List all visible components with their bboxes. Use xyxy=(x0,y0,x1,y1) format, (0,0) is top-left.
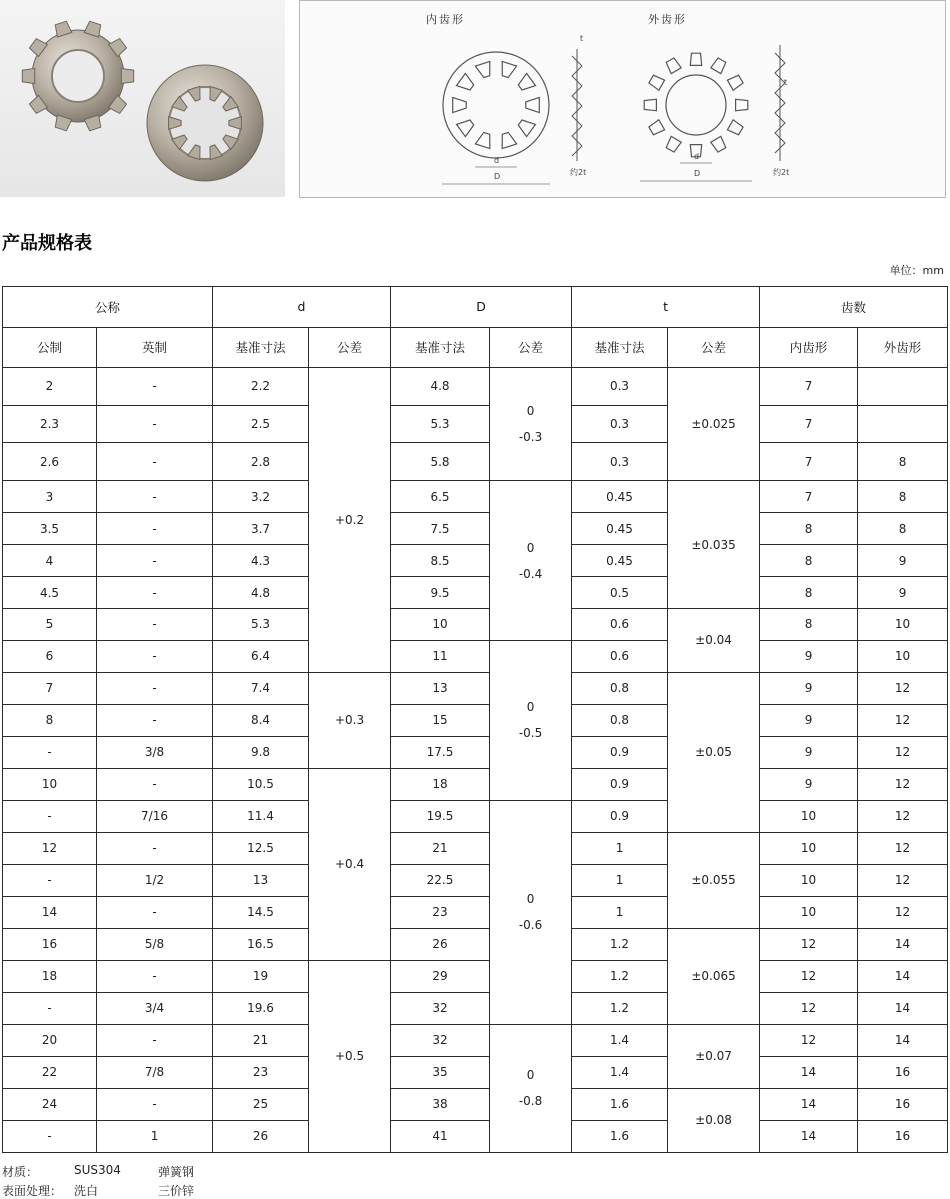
cell-D-basic: 5.3 xyxy=(391,405,490,443)
dim-d-external: d xyxy=(694,152,700,161)
cell-t-basic: 0.5 xyxy=(572,577,668,609)
internal-tooth-drawing xyxy=(443,52,549,158)
surface-treatment-alt: 三价锌 xyxy=(158,1184,195,1198)
washer-technical-diagram xyxy=(299,0,946,198)
cell-D-basic: 5.8 xyxy=(391,443,490,481)
cell-external-teeth: 16 xyxy=(858,1088,948,1120)
cell-metric: 3 xyxy=(3,481,97,513)
cell-D-basic: 17.5 xyxy=(391,736,490,768)
cell-metric: 2 xyxy=(3,368,97,406)
cell-metric: 16 xyxy=(3,928,97,960)
cell-external-teeth: 12 xyxy=(858,800,948,832)
cell-t-basic: 1.2 xyxy=(572,960,668,992)
cell-external-teeth: 12 xyxy=(858,672,948,704)
cell-external-teeth: 12 xyxy=(858,896,948,928)
header-teeth: 齿数 xyxy=(760,287,948,328)
internal-side-view xyxy=(572,49,582,161)
product-photo xyxy=(0,0,285,197)
cell-t-tolerance: ±0.08 xyxy=(668,1088,760,1152)
cell-external-teeth: 14 xyxy=(858,1024,948,1056)
cell-imperial: - xyxy=(97,672,213,704)
header-D-tolerance: 公差 xyxy=(490,327,572,368)
cell-t-tolerance: ±0.055 xyxy=(668,832,760,928)
tolerance-lower: -0.5 xyxy=(518,726,543,741)
cell-D-basic: 15 xyxy=(391,704,490,736)
cell-external-teeth: 8 xyxy=(858,481,948,513)
washer-tooth xyxy=(666,136,681,152)
cell-external-teeth: 9 xyxy=(858,545,948,577)
table-row xyxy=(3,736,948,768)
material-label: 材质： xyxy=(2,1165,39,1179)
cell-d-basic: 6.4 xyxy=(213,640,309,672)
cell-d-basic: 26 xyxy=(213,1120,309,1152)
cell-external-teeth: 16 xyxy=(858,1120,948,1152)
cell-d-basic: 10.5 xyxy=(213,768,309,800)
cell-external-teeth: 8 xyxy=(858,443,948,481)
cell-internal-teeth: 10 xyxy=(760,896,858,928)
cell-metric: 2.3 xyxy=(3,405,97,443)
cell-t-basic: 1 xyxy=(572,864,668,896)
cell-internal-teeth: 12 xyxy=(760,960,858,992)
tolerance-upper: 0 xyxy=(526,700,535,715)
internal-tooth-washer-photo xyxy=(147,65,263,181)
table-row xyxy=(3,443,948,481)
cell-external-teeth: 14 xyxy=(858,960,948,992)
cell-internal-teeth: 14 xyxy=(760,1120,858,1152)
header-D-basic: 基准寸法 xyxy=(391,327,490,368)
cell-internal-teeth: 14 xyxy=(760,1056,858,1088)
washer-tooth xyxy=(727,75,743,90)
cell-imperial: - xyxy=(97,1088,213,1120)
cell-metric: - xyxy=(3,736,97,768)
header-imperial: 英制 xyxy=(97,327,213,368)
material-value: SUS304 xyxy=(74,1163,121,1177)
tolerance-upper: 0 xyxy=(526,892,535,907)
cell-t-basic: 0.45 xyxy=(572,545,668,577)
tolerance-upper: 0 xyxy=(526,540,535,555)
table-row xyxy=(3,800,948,832)
cell-imperial: - xyxy=(97,481,213,513)
cell-imperial: - xyxy=(97,640,213,672)
table-row xyxy=(3,992,948,1024)
cell-d-basic: 3.2 xyxy=(213,481,309,513)
header-t-tolerance: 公差 xyxy=(668,327,760,368)
cell-d-basic: 12.5 xyxy=(213,832,309,864)
washer-tooth xyxy=(457,120,474,137)
cell-internal-teeth: 10 xyxy=(760,832,858,864)
dim-d-internal: d xyxy=(494,156,500,165)
cell-d-tolerance: +0.5 xyxy=(309,960,391,1152)
cell-D-basic: 26 xyxy=(391,928,490,960)
cell-internal-teeth: 14 xyxy=(760,1088,858,1120)
cell-external-teeth: 9 xyxy=(858,577,948,609)
cell-metric: - xyxy=(3,864,97,896)
header-external-teeth: 外齿形 xyxy=(858,327,948,368)
header-d: d xyxy=(213,287,391,328)
internal-tooth-diagram-label: 内齿形 xyxy=(426,13,465,26)
cell-imperial: - xyxy=(97,545,213,577)
cell-t-basic: 1 xyxy=(572,832,668,864)
washer-tooth xyxy=(121,68,133,83)
cell-internal-teeth: 7 xyxy=(760,368,858,406)
washer-tooth xyxy=(690,53,701,65)
cell-t-basic: 1.6 xyxy=(572,1120,668,1152)
washer-tooth xyxy=(453,97,467,112)
cell-t-basic: 0.9 xyxy=(572,768,668,800)
cell-metric: - xyxy=(3,1120,97,1152)
table-row xyxy=(3,1024,948,1056)
cell-metric: 24 xyxy=(3,1088,97,1120)
cell-metric: 3.5 xyxy=(3,513,97,545)
cell-D-basic: 11 xyxy=(391,640,490,672)
cell-metric: 4 xyxy=(3,545,97,577)
table-row xyxy=(3,928,948,960)
cell-D-basic: 22.5 xyxy=(391,864,490,896)
cell-d-basic: 14.5 xyxy=(213,896,309,928)
table-row xyxy=(3,577,948,609)
tolerance-lower: -0.3 xyxy=(518,430,543,445)
cell-imperial: 1 xyxy=(97,1120,213,1152)
cell-metric: 6 xyxy=(3,640,97,672)
cell-imperial: - xyxy=(97,960,213,992)
diagram-drawing xyxy=(300,1,945,197)
cell-t-basic: 0.8 xyxy=(572,672,668,704)
washer-tooth xyxy=(518,73,535,90)
cell-t-basic: 0.8 xyxy=(572,704,668,736)
cell-imperial: 3/8 xyxy=(97,736,213,768)
dim-2t-internal: 约2t xyxy=(570,168,587,177)
dim-2t-external: 约2t xyxy=(773,168,790,177)
cell-internal-teeth: 9 xyxy=(760,736,858,768)
cell-D-basic: 7.5 xyxy=(391,513,490,545)
cell-D-basic: 32 xyxy=(391,992,490,1024)
external-tooth-washer-photo xyxy=(22,21,133,131)
cell-d-basic: 2.2 xyxy=(213,368,309,406)
header-row-sub xyxy=(3,327,948,368)
cell-t-basic: 0.45 xyxy=(572,513,668,545)
cell-d-tolerance: +0.2 xyxy=(309,368,391,673)
cell-metric: 5 xyxy=(3,609,97,641)
cell-imperial: - xyxy=(97,896,213,928)
cell-t-basic: 1.2 xyxy=(572,928,668,960)
table-row xyxy=(3,368,948,406)
cell-t-basic: 0.3 xyxy=(572,443,668,481)
cell-d-basic: 19.6 xyxy=(213,992,309,1024)
tolerance-lower: -0.4 xyxy=(518,566,543,581)
cell-d-basic: 5.3 xyxy=(213,609,309,641)
cell-internal-teeth: 9 xyxy=(760,640,858,672)
cell-imperial: - xyxy=(97,368,213,406)
tolerance-upper: 0 xyxy=(526,404,535,419)
tolerance-lower: -0.6 xyxy=(518,918,543,933)
washer-tooth xyxy=(649,75,665,90)
cell-internal-teeth: 12 xyxy=(760,928,858,960)
table-row xyxy=(3,481,948,513)
cell-imperial: - xyxy=(97,443,213,481)
tolerance-lower: -0.8 xyxy=(518,1094,543,1109)
cell-t-basic: 0.6 xyxy=(572,609,668,641)
cell-t-tolerance: ±0.05 xyxy=(668,672,760,832)
washer-tooth xyxy=(649,120,665,135)
cell-internal-teeth: 8 xyxy=(760,609,858,641)
cell-d-tolerance: +0.4 xyxy=(309,768,391,960)
cell-d-basic: 23 xyxy=(213,1056,309,1088)
cell-d-basic: 7.4 xyxy=(213,672,309,704)
table-row xyxy=(3,960,948,992)
cell-t-tolerance: ±0.04 xyxy=(668,609,760,673)
cell-D-basic: 41 xyxy=(391,1120,490,1152)
cell-imperial: - xyxy=(97,609,213,641)
table-row xyxy=(3,704,948,736)
cell-d-basic: 2.8 xyxy=(213,443,309,481)
cell-d-basic: 4.8 xyxy=(213,577,309,609)
cell-imperial: - xyxy=(97,1024,213,1056)
cell-imperial: 7/8 xyxy=(97,1056,213,1088)
cell-external-teeth: 8 xyxy=(858,513,948,545)
cell-D-tolerance xyxy=(490,368,572,481)
cell-external-teeth: 12 xyxy=(858,864,948,896)
cell-imperial: - xyxy=(97,768,213,800)
cell-d-basic: 9.8 xyxy=(213,736,309,768)
cell-t-basic: 0.9 xyxy=(572,736,668,768)
cell-t-basic: 0.6 xyxy=(572,640,668,672)
cell-internal-teeth: 7 xyxy=(760,405,858,443)
table-row xyxy=(3,864,948,896)
cell-t-basic: 1.6 xyxy=(572,1088,668,1120)
cell-d-basic: 13 xyxy=(213,864,309,896)
cell-D-tolerance xyxy=(490,481,572,641)
cell-external-teeth xyxy=(858,368,948,406)
header-D: D xyxy=(391,287,572,328)
cell-d-basic: 8.4 xyxy=(213,704,309,736)
washer-tooth xyxy=(475,61,489,77)
table-row xyxy=(3,609,948,641)
cell-internal-teeth: 8 xyxy=(760,577,858,609)
header-row-group xyxy=(3,287,948,328)
cell-D-basic: 13 xyxy=(391,672,490,704)
cell-imperial: - xyxy=(97,577,213,609)
cell-D-basic: 29 xyxy=(391,960,490,992)
surface-treatment-value: 洗白 xyxy=(74,1184,99,1198)
unit-label: 单位：mm xyxy=(889,264,944,277)
cell-d-basic: 4.3 xyxy=(213,545,309,577)
table-row xyxy=(3,545,948,577)
cell-D-basic: 19.5 xyxy=(391,800,490,832)
washer-tooth xyxy=(526,97,540,112)
cell-d-basic: 3.7 xyxy=(213,513,309,545)
washer-tooth xyxy=(711,136,726,152)
cell-d-basic: 11.4 xyxy=(213,800,309,832)
table-row xyxy=(3,768,948,800)
cell-internal-teeth: 8 xyxy=(760,513,858,545)
cell-imperial: - xyxy=(97,832,213,864)
dimension-lines xyxy=(442,163,752,184)
washer-tooth xyxy=(518,120,535,137)
cell-external-teeth: 12 xyxy=(858,832,948,864)
cell-D-basic: 9.5 xyxy=(391,577,490,609)
cell-metric: 12 xyxy=(3,832,97,864)
cell-d-basic: 2.5 xyxy=(213,405,309,443)
table-row xyxy=(3,896,948,928)
cell-d-tolerance: +0.3 xyxy=(309,672,391,768)
cell-d-basic: 16.5 xyxy=(213,928,309,960)
cell-t-basic: 1.4 xyxy=(572,1056,668,1088)
cell-D-basic: 21 xyxy=(391,832,490,864)
washer-tooth xyxy=(475,132,489,148)
cell-internal-teeth: 9 xyxy=(760,672,858,704)
table-row xyxy=(3,1120,948,1152)
cell-external-teeth: 12 xyxy=(858,736,948,768)
cell-D-basic: 23 xyxy=(391,896,490,928)
cell-external-teeth: 12 xyxy=(858,768,948,800)
external-side-view xyxy=(775,45,788,161)
cell-metric: - xyxy=(3,992,97,1024)
cell-internal-teeth: 8 xyxy=(760,545,858,577)
cell-d-basic: 25 xyxy=(213,1088,309,1120)
cell-internal-teeth: 10 xyxy=(760,800,858,832)
cell-imperial: 7/16 xyxy=(97,800,213,832)
cell-t-basic: 0.9 xyxy=(572,800,668,832)
washer-tooth xyxy=(502,132,516,148)
cell-t-tolerance: ±0.025 xyxy=(668,368,760,481)
cell-t-basic: 1.4 xyxy=(572,1024,668,1056)
washer-photo-image xyxy=(0,0,285,197)
cell-external-teeth: 16 xyxy=(858,1056,948,1088)
cell-internal-teeth: 7 xyxy=(760,481,858,513)
external-tooth-diagram-label: 外齿形 xyxy=(648,13,687,26)
table-row xyxy=(3,672,948,704)
washer-tooth xyxy=(457,73,474,90)
cell-t-tolerance: ±0.07 xyxy=(668,1024,760,1088)
dim-D-internal: D xyxy=(494,172,501,181)
dim-D-external: D xyxy=(694,169,701,178)
header-t: t xyxy=(572,287,760,328)
cell-D-basic: 10 xyxy=(391,609,490,641)
spec-table xyxy=(2,286,948,1153)
cell-internal-teeth: 12 xyxy=(760,1024,858,1056)
external-tooth-drawing xyxy=(644,53,748,157)
cell-D-basic: 6.5 xyxy=(391,481,490,513)
cell-metric: 14 xyxy=(3,896,97,928)
header-nominal: 公称 xyxy=(3,287,213,328)
table-row xyxy=(3,405,948,443)
washer-tooth xyxy=(736,99,748,110)
washer-tooth xyxy=(644,99,656,110)
cell-imperial: - xyxy=(97,405,213,443)
cell-D-basic: 4.8 xyxy=(391,368,490,406)
cell-D-basic: 8.5 xyxy=(391,545,490,577)
cell-internal-teeth: 12 xyxy=(760,992,858,1024)
cell-external-teeth: 10 xyxy=(858,609,948,641)
dim-t-external: t xyxy=(784,78,788,87)
washer-tooth xyxy=(666,58,681,74)
cell-metric: 7 xyxy=(3,672,97,704)
cell-external-teeth: 14 xyxy=(858,992,948,1024)
cell-external-teeth xyxy=(858,405,948,443)
cell-imperial: 5/8 xyxy=(97,928,213,960)
cell-internal-teeth: 7 xyxy=(760,443,858,481)
cell-D-basic: 32 xyxy=(391,1024,490,1056)
page-title: 产品规格表 xyxy=(2,233,92,254)
header-d-tolerance: 公差 xyxy=(309,327,391,368)
cell-D-tolerance xyxy=(490,640,572,800)
cell-metric: 2.6 xyxy=(3,443,97,481)
cell-external-teeth: 14 xyxy=(858,928,948,960)
cell-t-basic: 1.2 xyxy=(572,992,668,1024)
cell-metric: 8 xyxy=(3,704,97,736)
dim-t-internal: t xyxy=(580,34,584,43)
tolerance-upper: 0 xyxy=(526,1068,535,1083)
cell-d-basic: 21 xyxy=(213,1024,309,1056)
surface-treatment-label: 表面处理： xyxy=(2,1184,63,1198)
header-internal-teeth: 内齿形 xyxy=(760,327,858,368)
header-metric: 公制 xyxy=(3,327,97,368)
cell-imperial: 3/4 xyxy=(97,992,213,1024)
table-row xyxy=(3,640,948,672)
table-row xyxy=(3,1088,948,1120)
cell-t-basic: 0.45 xyxy=(572,481,668,513)
cell-t-basic: 0.3 xyxy=(572,405,668,443)
cell-imperial: - xyxy=(97,513,213,545)
washer-tooth xyxy=(502,61,516,77)
material-alt: 弹簧钢 xyxy=(158,1165,195,1179)
cell-D-basic: 35 xyxy=(391,1056,490,1088)
cell-t-basic: 0.3 xyxy=(572,368,668,406)
spec-table-body xyxy=(3,287,948,1153)
cell-D-tolerance xyxy=(490,800,572,1024)
cell-t-tolerance: ±0.035 xyxy=(668,481,760,609)
cell-metric: - xyxy=(3,800,97,832)
cell-internal-teeth: 9 xyxy=(760,704,858,736)
washer-tooth xyxy=(22,68,34,83)
washer-tooth xyxy=(711,58,726,74)
header-t-basic: 基准寸法 xyxy=(572,327,668,368)
cell-D-basic: 18 xyxy=(391,768,490,800)
cell-D-tolerance xyxy=(490,1024,572,1152)
table-row xyxy=(3,832,948,864)
cell-internal-teeth: 10 xyxy=(760,864,858,896)
cell-metric: 20 xyxy=(3,1024,97,1056)
table-row xyxy=(3,1056,948,1088)
cell-D-basic: 38 xyxy=(391,1088,490,1120)
washer-tooth xyxy=(727,120,743,135)
cell-external-teeth: 10 xyxy=(858,640,948,672)
cell-metric: 18 xyxy=(3,960,97,992)
cell-d-basic: 19 xyxy=(213,960,309,992)
cell-t-tolerance: ±0.065 xyxy=(668,928,760,1024)
header-d-basic: 基准寸法 xyxy=(213,327,309,368)
cell-metric: 22 xyxy=(3,1056,97,1088)
cell-metric: 10 xyxy=(3,768,97,800)
cell-t-basic: 1 xyxy=(572,896,668,928)
table-row xyxy=(3,513,948,545)
cell-external-teeth: 12 xyxy=(858,704,948,736)
cell-internal-teeth: 9 xyxy=(760,768,858,800)
cell-imperial: 1/2 xyxy=(97,864,213,896)
cell-imperial: - xyxy=(97,704,213,736)
cell-metric: 4.5 xyxy=(3,577,97,609)
